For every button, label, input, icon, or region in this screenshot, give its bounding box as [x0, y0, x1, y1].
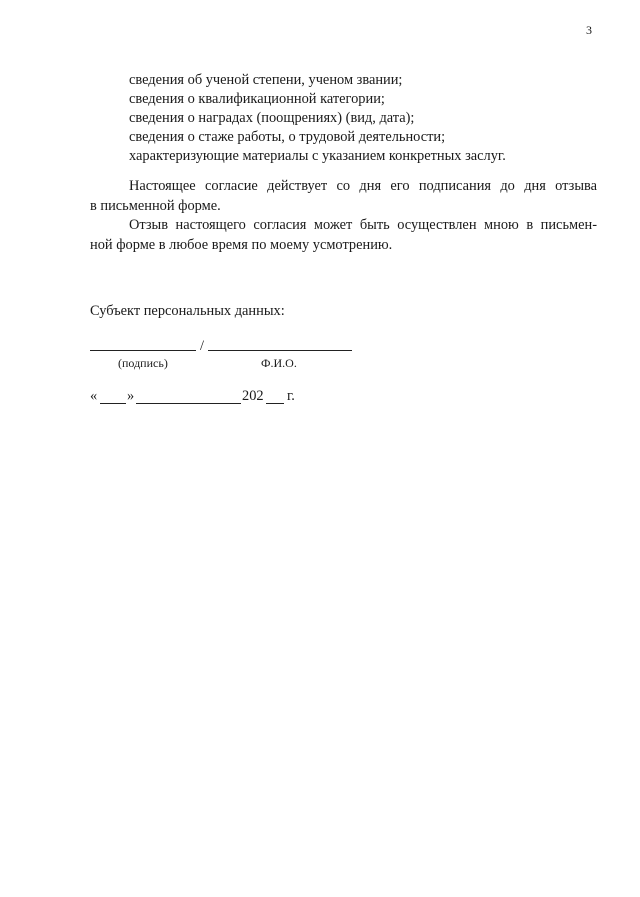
year-field[interactable] — [266, 403, 284, 404]
year-suffix: г. — [287, 388, 295, 404]
paragraph-line: Отзыв настоящего согласия может быть осуществлен мною в письмен- — [129, 217, 597, 233]
signature-separator: / — [200, 338, 204, 354]
day-field[interactable] — [100, 403, 126, 404]
list-item: характеризующие материалы с указанием конкретных заслуг. — [129, 148, 506, 164]
list-item: сведения о стаже работы, о трудовой деятельности; — [129, 129, 446, 145]
full-name-field[interactable] — [208, 350, 352, 351]
page-number: 3 — [586, 23, 592, 37]
date-field — [90, 388, 310, 406]
list-item: сведения об ученой степени, ученом звании; — [129, 72, 403, 88]
month-field[interactable] — [136, 403, 241, 404]
date-open-quote: « — [90, 388, 98, 404]
list-item: сведения о наградах (поощрениях) (вид, дата); — [129, 110, 415, 126]
consent-revocation-paragraph — [90, 216, 597, 255]
signature-caption: (подпись) — [118, 356, 168, 370]
paragraph-line: ной форме в любое время по моему усмотрению. — [90, 236, 393, 253]
paragraph-line: Настоящее согласие действует со дня его подписания до дня отзыва — [129, 178, 597, 194]
paragraph-line: в письменной форме. — [90, 197, 221, 214]
signature-field[interactable] — [90, 350, 196, 351]
year-prefix: 202 — [242, 388, 264, 404]
full-name-caption: Ф.И.О. — [261, 356, 297, 370]
date-close-quote: » — [127, 388, 135, 404]
consent-validity-paragraph — [90, 177, 597, 216]
subject-label: Субъект персональных данных: — [90, 303, 285, 319]
list-item: сведения о квалификационной категории; — [129, 91, 385, 107]
